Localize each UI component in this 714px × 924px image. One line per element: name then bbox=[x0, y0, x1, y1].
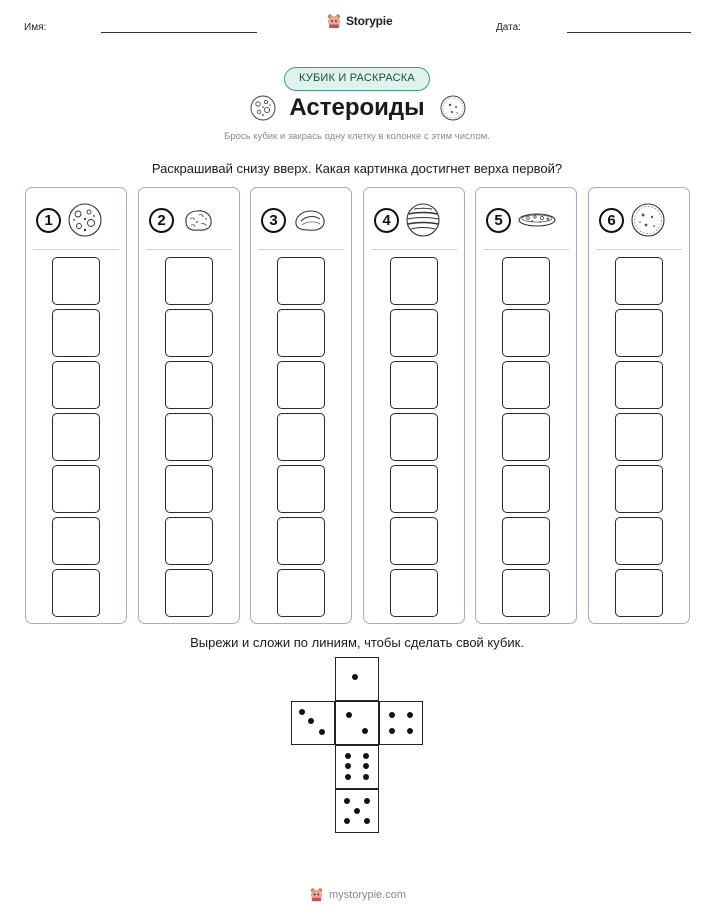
die-pip bbox=[363, 774, 369, 780]
die-pip bbox=[363, 753, 369, 759]
color-cell[interactable] bbox=[52, 517, 100, 565]
die-pip bbox=[362, 728, 368, 734]
die-pip bbox=[308, 718, 314, 724]
striped-asteroid-icon bbox=[405, 202, 441, 238]
die-pip bbox=[299, 709, 305, 715]
color-cell[interactable] bbox=[390, 517, 438, 565]
color-cell[interactable] bbox=[502, 569, 550, 617]
column-number: 2 bbox=[149, 208, 174, 233]
color-cell[interactable] bbox=[165, 309, 213, 357]
color-cell[interactable] bbox=[615, 465, 663, 513]
column-header bbox=[36, 202, 103, 238]
coloring-instruction: Раскрашивай снизу вверх. Какая картинка достигнет верха первой? bbox=[151, 161, 563, 176]
color-cell[interactable] bbox=[390, 413, 438, 461]
color-cell[interactable] bbox=[390, 569, 438, 617]
column-divider bbox=[33, 249, 119, 250]
color-cell[interactable] bbox=[277, 465, 325, 513]
color-cell[interactable] bbox=[165, 569, 213, 617]
color-cell[interactable] bbox=[615, 517, 663, 565]
column-3 bbox=[250, 187, 352, 624]
color-cell[interactable] bbox=[615, 257, 663, 305]
column-divider bbox=[596, 249, 682, 250]
column-number: 3 bbox=[261, 208, 286, 233]
activity-badge: КУБИК И РАСКРАСКА bbox=[284, 67, 430, 91]
die-face-6 bbox=[335, 745, 379, 789]
color-cell[interactable] bbox=[502, 465, 550, 513]
storypie-mascot-icon bbox=[326, 13, 342, 29]
die-pip bbox=[345, 774, 351, 780]
name-label: Имя: bbox=[24, 22, 47, 33]
color-cell[interactable] bbox=[390, 257, 438, 305]
storypie-logo bbox=[326, 13, 392, 29]
color-cell[interactable] bbox=[277, 413, 325, 461]
lumpy-asteroid-icon bbox=[180, 202, 216, 238]
column-4 bbox=[363, 187, 465, 624]
column-number: 5 bbox=[486, 208, 511, 233]
die-pip bbox=[346, 712, 352, 718]
die-pip bbox=[345, 763, 351, 769]
column-number: 6 bbox=[599, 208, 624, 233]
column-5 bbox=[475, 187, 577, 624]
die-pip bbox=[345, 753, 351, 759]
column-header bbox=[149, 202, 216, 238]
color-cell[interactable] bbox=[277, 361, 325, 409]
color-cell[interactable] bbox=[52, 361, 100, 409]
cut-instruction: Вырежи и сложи по линиям, чтобы сделать свой кубик. bbox=[190, 635, 524, 650]
die-face-4 bbox=[379, 701, 423, 745]
color-cell[interactable] bbox=[277, 569, 325, 617]
column-divider bbox=[258, 249, 344, 250]
color-cell[interactable] bbox=[390, 361, 438, 409]
color-cell[interactable] bbox=[615, 569, 663, 617]
die-pip bbox=[319, 729, 325, 735]
column-header bbox=[374, 202, 441, 238]
color-cell[interactable] bbox=[502, 361, 550, 409]
color-cell[interactable] bbox=[615, 361, 663, 409]
color-cell[interactable] bbox=[277, 517, 325, 565]
die-face-2 bbox=[335, 701, 379, 745]
flat-asteroid-icon bbox=[517, 202, 557, 238]
rock-asteroid-icon bbox=[292, 202, 328, 238]
die-pip bbox=[407, 728, 413, 734]
color-cell[interactable] bbox=[615, 413, 663, 461]
cratered-asteroid-icon bbox=[67, 202, 103, 238]
color-cell[interactable] bbox=[165, 413, 213, 461]
die-pip bbox=[344, 798, 350, 804]
date-label: Дата: bbox=[496, 22, 521, 33]
color-cell[interactable] bbox=[390, 309, 438, 357]
date-line bbox=[567, 32, 691, 33]
color-cell[interactable] bbox=[165, 361, 213, 409]
round-asteroid-icon bbox=[439, 94, 467, 122]
column-6 bbox=[588, 187, 690, 624]
color-cell[interactable] bbox=[502, 413, 550, 461]
die-pip bbox=[352, 674, 358, 680]
color-cell[interactable] bbox=[52, 465, 100, 513]
column-header bbox=[599, 202, 666, 238]
die-face-1 bbox=[335, 657, 379, 701]
die-pip bbox=[344, 818, 350, 824]
column-header bbox=[261, 202, 328, 238]
color-cell[interactable] bbox=[502, 517, 550, 565]
color-cell[interactable] bbox=[277, 257, 325, 305]
footer bbox=[309, 887, 406, 902]
color-cell[interactable] bbox=[502, 257, 550, 305]
die-pip bbox=[354, 808, 360, 814]
color-cell[interactable] bbox=[390, 465, 438, 513]
die-pip bbox=[389, 712, 395, 718]
page-title: Астероиды bbox=[289, 94, 425, 121]
color-cell[interactable] bbox=[165, 517, 213, 565]
name-line bbox=[101, 32, 257, 33]
column-divider bbox=[371, 249, 457, 250]
column-number: 1 bbox=[36, 208, 61, 233]
die-face-3 bbox=[291, 701, 335, 745]
die-pip bbox=[389, 728, 395, 734]
footer-url[interactable]: mystorypie.com bbox=[329, 888, 407, 901]
column-2 bbox=[138, 187, 240, 624]
die-face-5 bbox=[335, 789, 379, 833]
column-divider bbox=[483, 249, 569, 250]
die-pip bbox=[364, 798, 370, 804]
die-pip bbox=[407, 712, 413, 718]
column-number: 4 bbox=[374, 208, 399, 233]
die-pip bbox=[364, 818, 370, 824]
die-pip bbox=[363, 763, 369, 769]
color-cell[interactable] bbox=[277, 309, 325, 357]
color-cell[interactable] bbox=[52, 257, 100, 305]
color-cell[interactable] bbox=[165, 465, 213, 513]
storypie-mascot-icon bbox=[309, 887, 324, 902]
color-cell[interactable] bbox=[615, 309, 663, 357]
brand-name: Storypie bbox=[346, 14, 393, 28]
subtitle: Брось кубик и закрась одну клетку в колонке с этим числом. bbox=[224, 131, 490, 142]
round-asteroid-icon bbox=[630, 202, 666, 238]
column-header bbox=[486, 202, 557, 238]
column-divider bbox=[146, 249, 232, 250]
color-cell[interactable] bbox=[165, 257, 213, 305]
color-cell[interactable] bbox=[52, 413, 100, 461]
color-cell[interactable] bbox=[52, 569, 100, 617]
color-cell[interactable] bbox=[52, 309, 100, 357]
column-1 bbox=[25, 187, 127, 624]
color-cell[interactable] bbox=[502, 309, 550, 357]
